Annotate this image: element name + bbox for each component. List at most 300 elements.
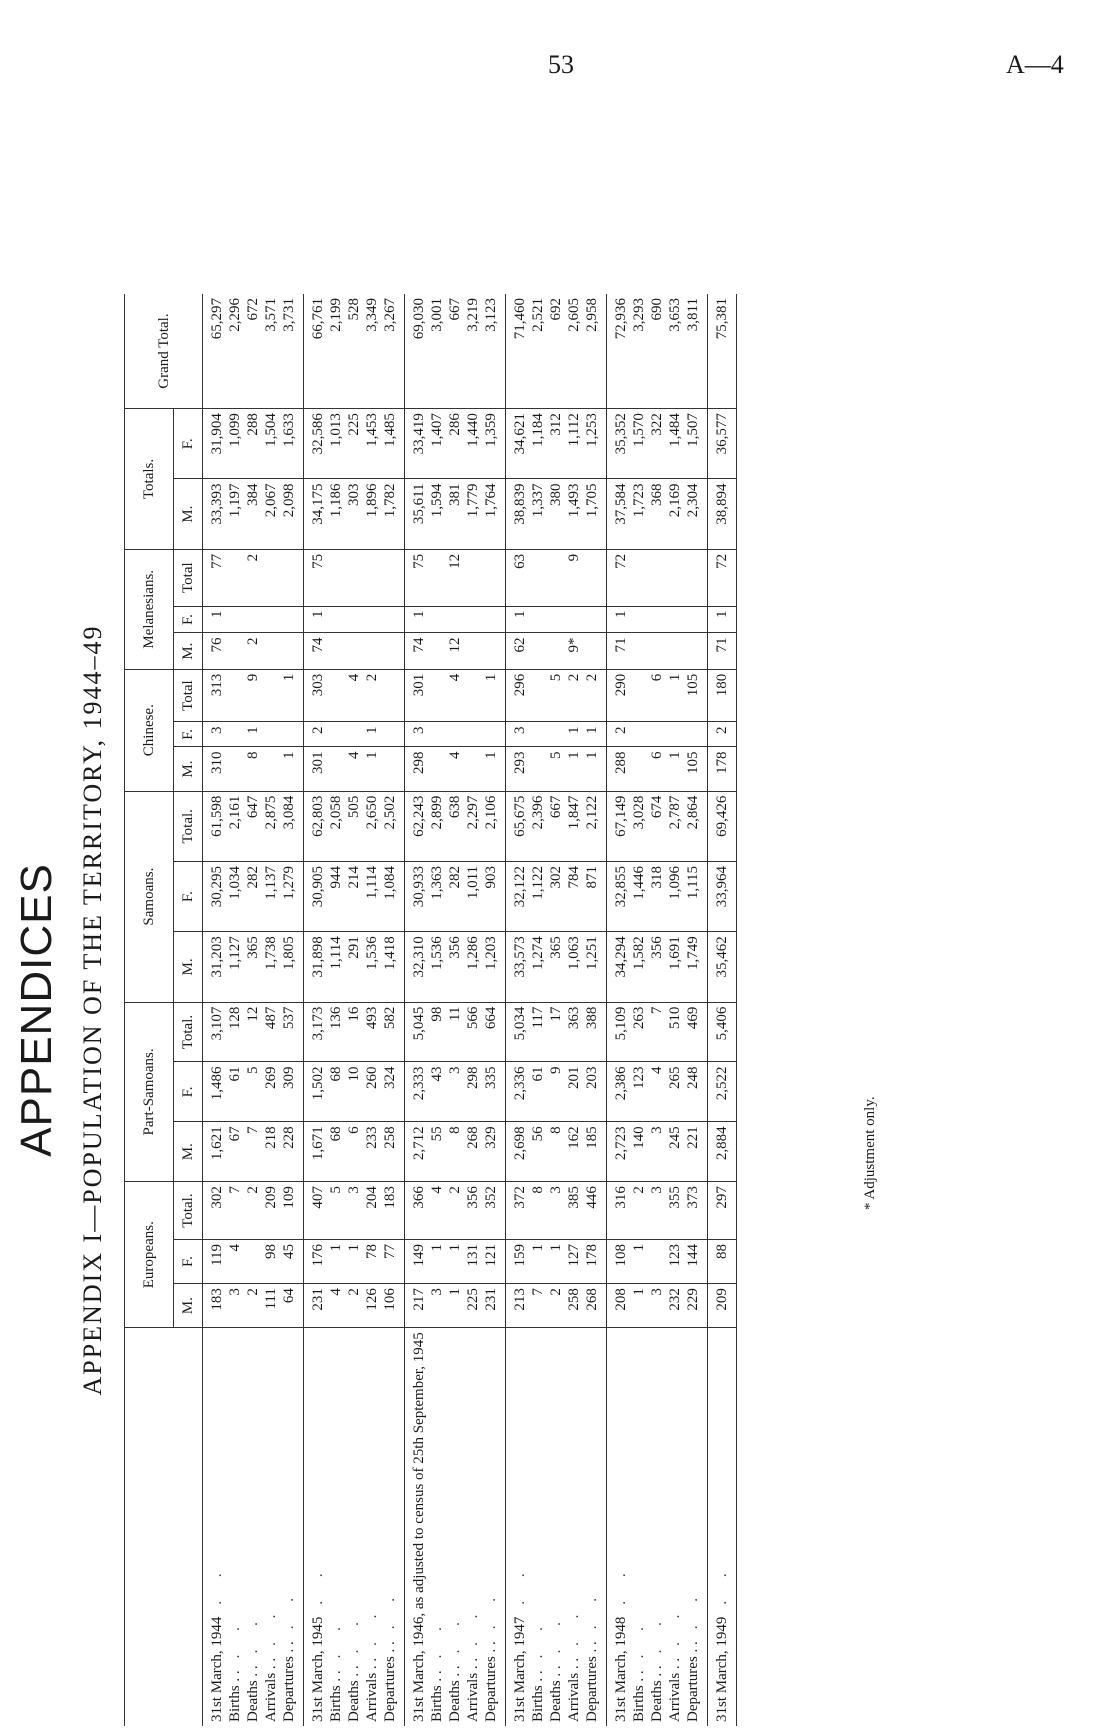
- table-cell: 33,419: [405, 409, 428, 479]
- sub-header: M.: [174, 932, 203, 1002]
- table-cell: 45: [279, 1240, 304, 1284]
- table-cell: 61: [225, 1062, 243, 1122]
- table-cell: [683, 722, 708, 747]
- table-cell: 510: [665, 1002, 683, 1062]
- table-cell: 2,161: [225, 791, 243, 861]
- table-cell: 31,203: [203, 932, 226, 1002]
- table-cell: 638: [445, 791, 463, 861]
- table-row: [261, 294, 279, 1726]
- table-cell: 1,738: [261, 932, 279, 1002]
- table-cell: 355: [665, 1182, 683, 1240]
- table-row: [243, 294, 261, 1726]
- table-cell: [326, 633, 344, 669]
- table-cell: 3,084: [279, 791, 304, 861]
- sub-header: M.: [174, 633, 203, 669]
- table-cell: 309: [279, 1062, 304, 1122]
- table-cell: 12: [445, 633, 463, 669]
- table-row: [665, 294, 683, 1726]
- table-cell: 178: [708, 747, 737, 791]
- table-row: [326, 294, 344, 1726]
- group-header-europeans: Europeans.: [125, 1182, 174, 1328]
- table-cell: 2: [243, 633, 261, 669]
- table-cell: [427, 549, 445, 606]
- table-cell: 1,418: [380, 932, 405, 1002]
- table-row: [380, 294, 405, 1726]
- table-cell: 1,779: [463, 479, 481, 549]
- row-label: [380, 1328, 405, 1726]
- table-cell: 487: [261, 1002, 279, 1062]
- table-cell: [528, 747, 546, 791]
- table-cell: 35,352: [607, 409, 630, 479]
- sub-header: Total.: [174, 1182, 203, 1240]
- table-cell: 388: [582, 1002, 607, 1062]
- table-cell: 385: [564, 1182, 582, 1240]
- sub-header: M.: [174, 1122, 203, 1182]
- table-cell: [463, 669, 481, 722]
- table-cell: 131: [463, 1240, 481, 1284]
- leader-dots: . .: [465, 1604, 481, 1646]
- table-cell: 384: [243, 479, 261, 549]
- table-row: [203, 294, 226, 1726]
- sub-header: F.: [174, 861, 203, 931]
- table-cell: 282: [243, 861, 261, 931]
- page-heading: APPENDICES: [12, 863, 61, 1157]
- table-cell: 56: [528, 1122, 546, 1182]
- table-cell: 1,633: [279, 409, 304, 479]
- table-cell: 62,243: [405, 791, 428, 861]
- table-cell: [665, 549, 683, 606]
- table-cell: 356: [445, 932, 463, 1002]
- row-label: [665, 1328, 683, 1726]
- table-cell: [344, 633, 362, 669]
- table-cell: 674: [647, 791, 665, 861]
- table-cell: 5,045: [405, 1002, 428, 1062]
- table-cell: 2: [582, 669, 607, 722]
- population-table: [124, 294, 737, 1726]
- table-row: [647, 294, 665, 1726]
- table-cell: 1: [427, 1240, 445, 1284]
- table-cell: 2,698: [506, 1122, 529, 1182]
- table-cell: 64: [279, 1284, 304, 1328]
- table-cell: 35,611: [405, 479, 428, 549]
- table-cell: [665, 606, 683, 633]
- table-cell: 356: [463, 1182, 481, 1240]
- table-cell: 17: [546, 1002, 564, 1062]
- table-cell: 1,013: [326, 409, 344, 479]
- table-cell: 303: [304, 669, 327, 722]
- table-cell: 119: [203, 1240, 226, 1284]
- table-row: [344, 294, 362, 1726]
- table-cell: 149: [405, 1240, 428, 1284]
- table-cell: 288: [243, 409, 261, 479]
- table-cell: 316: [607, 1182, 630, 1240]
- table-cell: 66,761: [310, 298, 326, 340]
- table-cell: 2,521: [530, 298, 546, 332]
- table-cell: [481, 606, 506, 633]
- table-cell: 37,584: [607, 479, 630, 549]
- table-cell: [326, 549, 344, 606]
- table-cell: 493: [362, 1002, 380, 1062]
- table-cell: 647: [243, 791, 261, 861]
- table-cell: 2,386: [607, 1062, 630, 1122]
- table-cell: [629, 747, 647, 791]
- table-cell: [629, 722, 647, 747]
- leader-dots: . .: [566, 1604, 582, 1646]
- table-cell: 407: [304, 1182, 327, 1240]
- table-cell: [380, 669, 405, 722]
- table-cell: [225, 747, 243, 791]
- table-cell: 203: [582, 1062, 607, 1122]
- table-cell: 2,304: [683, 479, 708, 549]
- table-cell: 1: [564, 747, 582, 791]
- table-cell: 1,114: [326, 932, 344, 1002]
- table-cell: [647, 549, 665, 606]
- row-label-text: Arrivals . .: [263, 1657, 279, 1722]
- table-cell: 9: [564, 549, 582, 606]
- table-cell: 1: [481, 669, 506, 722]
- table-cell: 9*: [564, 633, 582, 669]
- table-cell: 1,115: [683, 861, 708, 931]
- table-cell: 1,536: [427, 932, 445, 1002]
- table-cell: [582, 606, 607, 633]
- leader-dots: . .: [346, 1612, 362, 1654]
- table-cell: 286: [445, 409, 463, 479]
- table-cell: 183: [203, 1284, 226, 1328]
- table-cell: 61: [528, 1062, 546, 1122]
- row-label: [203, 1328, 226, 1726]
- table-cell: 258: [380, 1122, 405, 1182]
- table-cell: 1: [203, 606, 226, 633]
- table-cell: 4: [225, 1240, 243, 1284]
- leader-dots: . .: [227, 1617, 243, 1659]
- table-cell: 298: [463, 1062, 481, 1122]
- table-cell: 69,030: [411, 298, 427, 340]
- table-cell: [225, 722, 243, 747]
- table-cell: 3: [405, 722, 428, 747]
- table-cell: 303: [344, 479, 362, 549]
- row-label-text: Arrivals . .: [465, 1657, 481, 1722]
- table-cell: 1: [629, 1284, 647, 1328]
- table-cell: 162: [564, 1122, 582, 1182]
- row-label-text: Departures . .: [584, 1641, 600, 1722]
- leader-dots: . .: [548, 1612, 564, 1654]
- row-label: [344, 1328, 362, 1726]
- table-cell: 1,502: [304, 1062, 327, 1122]
- table-cell: 2,336: [506, 1062, 529, 1122]
- table-cell: [546, 633, 564, 669]
- table-cell: 258: [564, 1284, 582, 1328]
- table-cell: 111: [261, 1284, 279, 1328]
- table-cell: [629, 669, 647, 722]
- footnote: * Adjustment only.: [862, 1096, 878, 1210]
- table-cell: 7: [647, 1002, 665, 1062]
- table-cell: 98: [261, 1240, 279, 1284]
- row-label: [445, 1328, 463, 1726]
- leader-dots: . .: [209, 1563, 225, 1605]
- row-label-text: Departures . .: [281, 1641, 297, 1722]
- table-cell: [629, 549, 647, 606]
- table-cell: 312: [546, 409, 564, 479]
- table-cell: [481, 633, 506, 669]
- table-cell: 871: [582, 861, 607, 931]
- table-cell: 1: [546, 1240, 564, 1284]
- table-cell: 1,197: [225, 479, 243, 549]
- table-cell: [481, 722, 506, 747]
- table-cell: 72: [708, 549, 737, 606]
- table-cell: [225, 606, 243, 633]
- table-cell: 265: [665, 1062, 683, 1122]
- table-cell: 8: [528, 1182, 546, 1240]
- table-cell: 108: [607, 1240, 630, 1284]
- table-cell: [380, 747, 405, 791]
- table-cell: 98: [427, 1002, 445, 1062]
- table-cell: [528, 606, 546, 633]
- row-label: [481, 1328, 506, 1726]
- table-cell: 296: [506, 669, 529, 722]
- row-label-text: Departures . .: [685, 1641, 701, 1722]
- table-cell: 1,847: [564, 791, 582, 861]
- table-cell: 3,173: [304, 1002, 327, 1062]
- table-cell: 106: [380, 1284, 405, 1328]
- row-label-text: Births . .: [429, 1670, 445, 1722]
- table-cell: 1: [629, 1240, 647, 1284]
- table-cell: 38,894: [708, 479, 737, 549]
- table-cell: 1,034: [225, 861, 243, 931]
- table-cell: [463, 549, 481, 606]
- row-label: [629, 1328, 647, 1726]
- row-label: [506, 1328, 529, 1726]
- table-cell: 372: [506, 1182, 529, 1240]
- table-cell: 178: [582, 1240, 607, 1284]
- table-cell: 1,485: [380, 409, 405, 479]
- table-cell: 664: [481, 1002, 506, 1062]
- table-cell: 1,251: [582, 932, 607, 1002]
- table-cell: 78: [362, 1240, 380, 1284]
- table-cell: 288: [607, 747, 630, 791]
- table-cell: [463, 606, 481, 633]
- page-number: 53: [548, 50, 574, 79]
- table-cell: 4: [427, 1182, 445, 1240]
- table-cell: 105: [683, 669, 708, 722]
- table-cell: [629, 606, 647, 633]
- table-cell: 2: [362, 669, 380, 722]
- table-cell: 293: [506, 747, 529, 791]
- table-cell: 1: [665, 747, 683, 791]
- row-label-text: 31st March, 1944: [209, 1616, 225, 1722]
- table-cell: [344, 549, 362, 606]
- row-label-text: Births . .: [530, 1670, 546, 1722]
- table-cell: 667: [447, 298, 463, 321]
- table-cell: [380, 633, 405, 669]
- table-cell: 1,621: [203, 1122, 226, 1182]
- table-cell: [582, 633, 607, 669]
- table-cell: [344, 722, 362, 747]
- row-label: [225, 1328, 243, 1726]
- table-cell: 268: [582, 1284, 607, 1328]
- table-cell: 5: [546, 747, 564, 791]
- table-cell: 6: [344, 1122, 362, 1182]
- row-label-text: Deaths . .: [548, 1665, 564, 1722]
- leader-dots: . .: [530, 1617, 546, 1659]
- table-cell: 356: [647, 932, 665, 1002]
- table-cell: 2: [445, 1182, 463, 1240]
- table-cell: [261, 606, 279, 633]
- table-cell: 310: [203, 747, 226, 791]
- table-cell: 2,199: [328, 298, 344, 332]
- row-label-text: Departures . .: [483, 1641, 499, 1722]
- table-cell: 75: [304, 549, 327, 606]
- table-cell: 69,426: [708, 791, 737, 861]
- row-label: [261, 1328, 279, 1726]
- table-cell: 2,058: [326, 791, 344, 861]
- table-cell: 1,582: [629, 932, 647, 1002]
- table-cell: 5,406: [708, 1002, 737, 1062]
- leader-dots: . .: [631, 1617, 647, 1659]
- table-cell: 1: [304, 606, 327, 633]
- leader-dots: . .: [263, 1604, 279, 1646]
- table-cell: 3,219: [465, 298, 481, 332]
- table-cell: 231: [304, 1284, 327, 1328]
- table-row: [528, 294, 546, 1726]
- sub-header: F.: [174, 1062, 203, 1122]
- table-cell: 1: [528, 1240, 546, 1284]
- row-label-text: 31st March, 1946, as adjusted to census of 25th September, 1945: [411, 1332, 427, 1722]
- table-cell: [427, 747, 445, 791]
- table-row: [582, 294, 607, 1726]
- document-reference: A—4: [1006, 50, 1064, 79]
- table-cell: 365: [243, 932, 261, 1002]
- table-cell: [362, 633, 380, 669]
- table-cell: 290: [607, 669, 630, 722]
- table-cell: 61,598: [203, 791, 226, 861]
- table-cell: 1,486: [203, 1062, 226, 1122]
- table-cell: [362, 606, 380, 633]
- table-cell: 322: [647, 409, 665, 479]
- table-cell: 2,098: [279, 479, 304, 549]
- table-cell: [427, 606, 445, 633]
- table-cell: [279, 722, 304, 747]
- leader-dots: . .: [429, 1617, 445, 1659]
- table-cell: 1: [564, 722, 582, 747]
- table-cell: 75: [405, 549, 428, 606]
- leader-dots: . .: [714, 1563, 730, 1605]
- table-cell: 8: [445, 1122, 463, 1182]
- table-cell: 121: [481, 1240, 506, 1284]
- table-cell: 183: [380, 1182, 405, 1240]
- table-cell: 3: [203, 722, 226, 747]
- table-row: [445, 294, 463, 1726]
- row-label-text: Arrivals . .: [667, 1657, 683, 1722]
- table-cell: 2,522: [708, 1062, 737, 1122]
- table-cell: 8: [243, 747, 261, 791]
- table-cell: 3,001: [429, 298, 445, 332]
- row-label: [427, 1328, 445, 1726]
- row-label-text: Arrivals . .: [566, 1657, 582, 1722]
- table-cell: 4: [344, 669, 362, 722]
- row-label-text: Arrivals . .: [364, 1657, 380, 1722]
- table-cell: 363: [564, 1002, 582, 1062]
- table-cell: 1,440: [463, 409, 481, 479]
- table-cell: [546, 549, 564, 606]
- table-cell: 5: [243, 1062, 261, 1122]
- table-cell: 301: [304, 747, 327, 791]
- table-cell: 4: [647, 1062, 665, 1122]
- sub-header: F.: [174, 409, 203, 479]
- table-cell: 1,896: [362, 479, 380, 549]
- table-cell: [380, 606, 405, 633]
- table-cell: 2,712: [405, 1122, 428, 1182]
- table-cell: [243, 1240, 261, 1284]
- table-cell: 1: [445, 1240, 463, 1284]
- table-cell: 2,106: [481, 791, 506, 861]
- table-cell: 2,958: [584, 298, 600, 332]
- table-row: [481, 294, 506, 1726]
- table-cell: 1,184: [528, 409, 546, 479]
- table-cell: 248: [683, 1062, 708, 1122]
- table-cell: 1,279: [279, 861, 304, 931]
- table-cell: 62,803: [304, 791, 327, 861]
- table-title: APPENDIX I—POPULATION OF THE TERRITORY, 1944–49: [78, 624, 107, 1396]
- table-cell: 373: [683, 1182, 708, 1240]
- table-cell: [564, 606, 582, 633]
- table-cell: 301: [405, 669, 428, 722]
- table-cell: 5: [326, 1182, 344, 1240]
- table-cell: 1: [279, 669, 304, 722]
- table-cell: [225, 633, 243, 669]
- table-cell: 1,253: [582, 409, 607, 479]
- table-cell: 67: [225, 1122, 243, 1182]
- table-cell: 12: [445, 549, 463, 606]
- table-cell: 1,594: [427, 479, 445, 549]
- table-cell: 123: [665, 1240, 683, 1284]
- row-label: [362, 1328, 380, 1726]
- table-cell: 3: [506, 722, 529, 747]
- table-cell: 1: [506, 606, 529, 633]
- table-cell: [445, 722, 463, 747]
- table-cell: 2,787: [665, 791, 683, 861]
- table-cell: [445, 606, 463, 633]
- table-cell: 1,359: [481, 409, 506, 479]
- table-cell: 1,127: [225, 932, 243, 1002]
- table-cell: [261, 747, 279, 791]
- table-cell: 77: [380, 1240, 405, 1284]
- table-cell: 291: [344, 932, 362, 1002]
- table-cell: 144: [683, 1240, 708, 1284]
- table-cell: 214: [344, 861, 362, 931]
- table-cell: 16: [344, 1002, 362, 1062]
- table-cell: [528, 722, 546, 747]
- table-cell: 128: [225, 1002, 243, 1062]
- table-cell: 232: [665, 1284, 683, 1328]
- table-cell: 1: [708, 606, 737, 633]
- table-cell: 75,381: [714, 298, 730, 340]
- table-cell: 1: [243, 722, 261, 747]
- table-cell: 231: [481, 1284, 506, 1328]
- table-cell: [683, 633, 708, 669]
- row-label: [528, 1328, 546, 1726]
- row-label-text: 31st March, 1949: [714, 1616, 730, 1722]
- table-cell: [427, 669, 445, 722]
- sub-header: Total: [174, 669, 203, 722]
- table-cell: 380: [546, 479, 564, 549]
- group-header-part-samoans: Part-Samoans.: [125, 1002, 174, 1182]
- table-cell: 2,650: [362, 791, 380, 861]
- table-cell: 3: [344, 1182, 362, 1240]
- table-cell: 3,028: [629, 791, 647, 861]
- table-cell: [261, 549, 279, 606]
- table-cell: 2: [243, 1182, 261, 1240]
- table-cell: 34,175: [304, 479, 327, 549]
